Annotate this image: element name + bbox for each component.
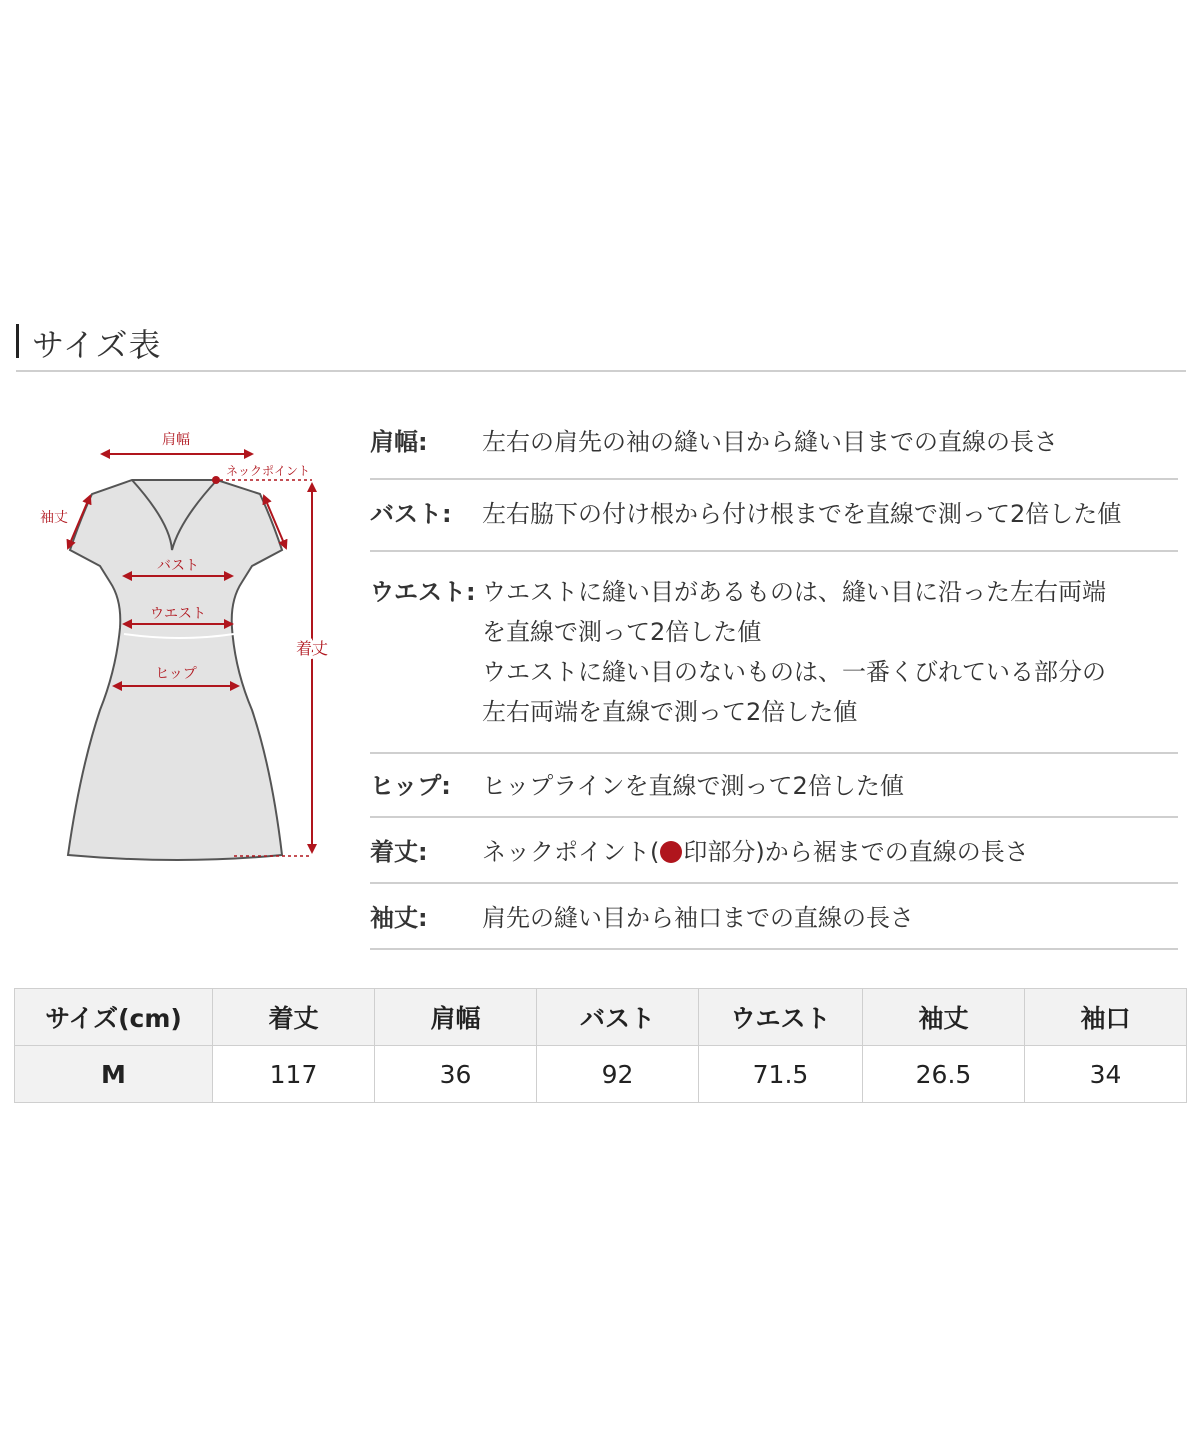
neck-point-marker [212, 476, 220, 484]
definition-line [482, 832, 1178, 872]
table-cell: 71.5 [699, 1046, 863, 1103]
definition-text [482, 898, 1178, 938]
table-cell: 92 [537, 1046, 699, 1103]
garment-diagram [20, 410, 350, 890]
header-shoulder: 肩幅 [375, 989, 537, 1046]
header-sleeve: 袖丈 [863, 989, 1025, 1046]
definition-text-before: ネックポイント( [482, 838, 660, 866]
definition-text [482, 766, 1178, 806]
definition-line: ヒップラインを直線で測って2倍した値 [482, 772, 904, 800]
definition-sleeve [370, 884, 1178, 950]
label-sleeve: 袖丈 [40, 510, 68, 526]
definition-term: 着丈: [370, 838, 428, 866]
table-row [15, 1046, 1187, 1103]
definition-shoulder [370, 422, 1178, 480]
definition-text [482, 494, 1178, 534]
label-neck-point: ネックポイント [225, 464, 311, 478]
title-divider [16, 370, 1186, 372]
label-bust: バスト [157, 558, 199, 574]
definition-line: 左右脇下の付け根から付け根までを直線で測って2倍した値 [482, 500, 1122, 528]
definition-text [482, 572, 1178, 732]
definition-line: ウエストに縫い目があるものは、縫い目に沿った左右両端 [482, 578, 1106, 606]
table-cell: 26.5 [863, 1046, 1025, 1103]
red-dot-icon [660, 841, 682, 863]
definition-line: 肩先の縫い目から袖口までの直線の長さ [482, 904, 914, 932]
definition-term: ヒップ: [370, 772, 451, 800]
definition-text [482, 422, 1178, 462]
definition-line: を直線で測って2倍した値 [482, 618, 762, 646]
definition-term: バスト: [370, 500, 452, 528]
table-cell: 34 [1025, 1046, 1187, 1103]
label-waist: ウエスト [150, 606, 206, 622]
label-shoulder: 肩幅 [162, 432, 190, 448]
title-accent-bar [16, 324, 19, 358]
page-title: サイズ表 [32, 326, 162, 364]
definition-text [482, 832, 1178, 872]
header-size: サイズ(cm) [15, 989, 213, 1046]
definition-term: 肩幅: [370, 428, 428, 456]
definition-term: ウエスト: [370, 578, 476, 606]
section-header [16, 318, 1186, 372]
size-label: M [15, 1046, 213, 1103]
definition-term: 袖丈: [370, 904, 428, 932]
header-cuff: 袖口 [1025, 989, 1187, 1046]
measurement-definitions [370, 422, 1178, 950]
definition-line: ウエストに縫い目のないものは、一番くびれている部分の [482, 658, 1106, 686]
header-length: 着丈 [213, 989, 375, 1046]
header-waist: ウエスト [699, 989, 863, 1046]
definition-text-after: 印部分)から裾までの直線の長さ [683, 838, 1029, 866]
label-length: 着丈 [295, 639, 329, 658]
definition-line: 左右の肩先の袖の縫い目から縫い目までの直線の長さ [482, 428, 1058, 456]
definition-waist [370, 552, 1178, 754]
dress-measurement-illustration [20, 410, 350, 890]
table-cell: 36 [375, 1046, 537, 1103]
definition-bust [370, 480, 1178, 552]
table-cell: 117 [213, 1046, 375, 1103]
definition-line: 左右両端を直線で測って2倍した値 [482, 698, 858, 726]
size-table [14, 988, 1187, 1103]
definition-hip [370, 754, 1178, 818]
definition-length [370, 818, 1178, 884]
label-hip: ヒップ [155, 666, 197, 682]
size-table-header [15, 989, 1187, 1046]
header-bust: バスト [537, 989, 699, 1046]
